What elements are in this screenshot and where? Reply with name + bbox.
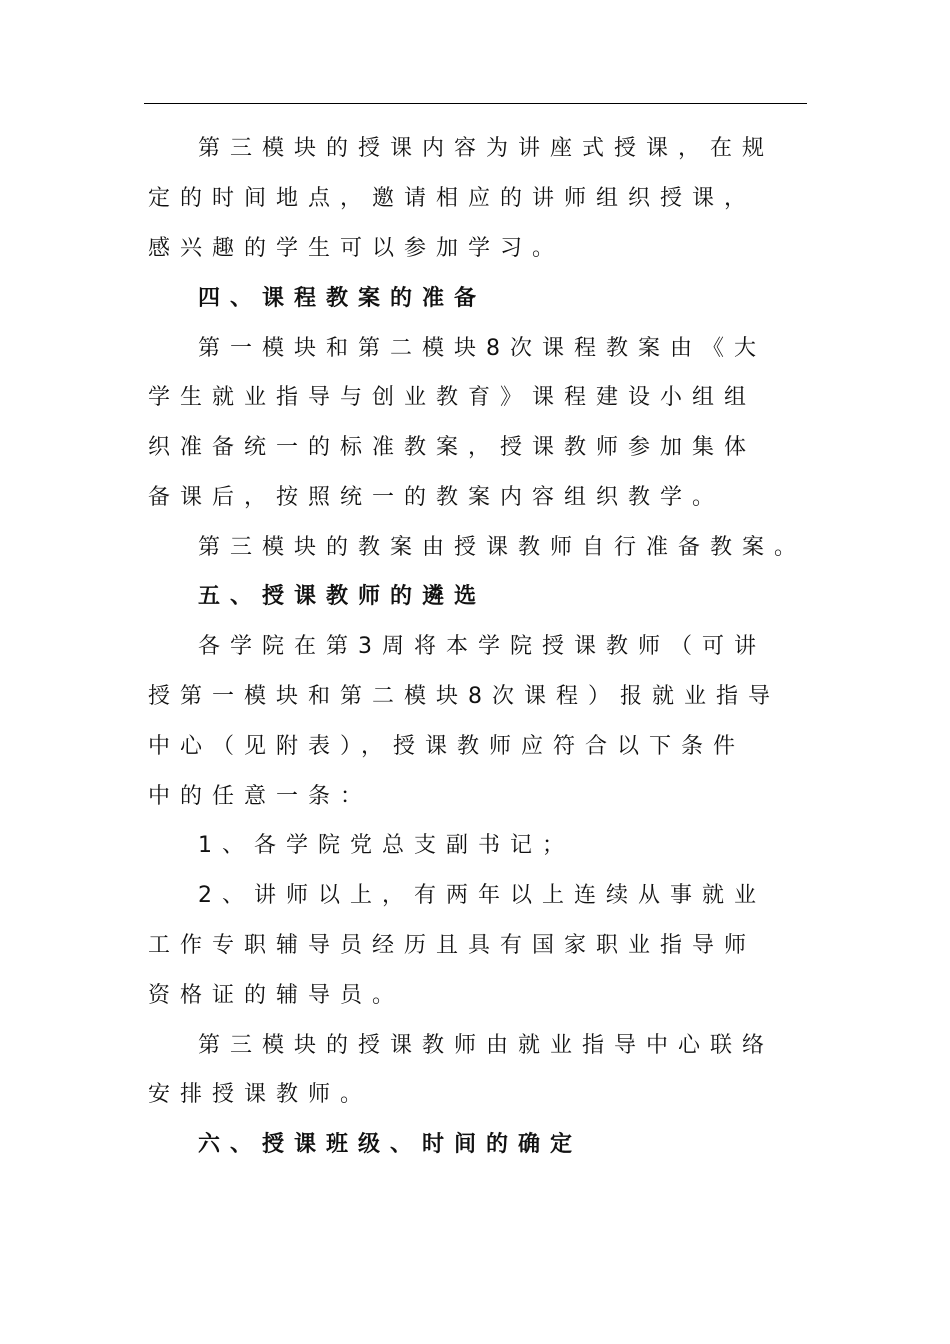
paragraph-line: 授第一模块和第二模块8次课程）报就业指导 [148,684,780,709]
header-rule [144,103,807,104]
paragraph-line: 学生就业指导与创业教育》课程建设小组组 [148,385,757,410]
paragraph-line: 中的任意一条： [148,784,373,809]
list-item: 1、各学院党总支副书记； [198,833,574,858]
section-heading: 六、授课班级、时间的确定 [198,1132,583,1157]
paragraph-line: 第三模块的教案由授课教师自行准备教案。 [198,535,807,560]
list-item: 2、讲师以上，有两年以上连续从事就业 [198,883,766,908]
paragraph-line: 备课后，按照统一的教案内容组织教学。 [148,485,725,510]
section-heading: 五、授课教师的遴选 [198,584,487,609]
paragraph-line: 定的时间地点，邀请相应的讲师组织授课， [148,186,757,211]
section-heading: 四、课程教案的准备 [198,286,487,311]
paragraph-line: 第一模块和第二模块8次课程教案由《大 [198,336,766,361]
paragraph-line: 安排授课教师。 [148,1082,373,1107]
paragraph-line: 感兴趣的学生可以参加学习。 [148,236,565,261]
paragraph-line: 工作专职辅导员经历且具有国家职业指导师 [148,933,757,958]
paragraph-line: 第三模块的授课内容为讲座式授课，在规 [198,136,775,161]
paragraph-line: 各学院在第3周将本学院授课教师（可讲 [198,634,766,659]
paragraph-line: 第三模块的授课教师由就业指导中心联络 [198,1033,775,1058]
paragraph-line: 中心（见附表），授课教师应符合以下条件 [148,734,746,759]
paragraph-line: 织准备统一的标准教案，授课教师参加集体 [148,435,757,460]
paragraph-line: 资格证的辅导员。 [148,983,405,1008]
